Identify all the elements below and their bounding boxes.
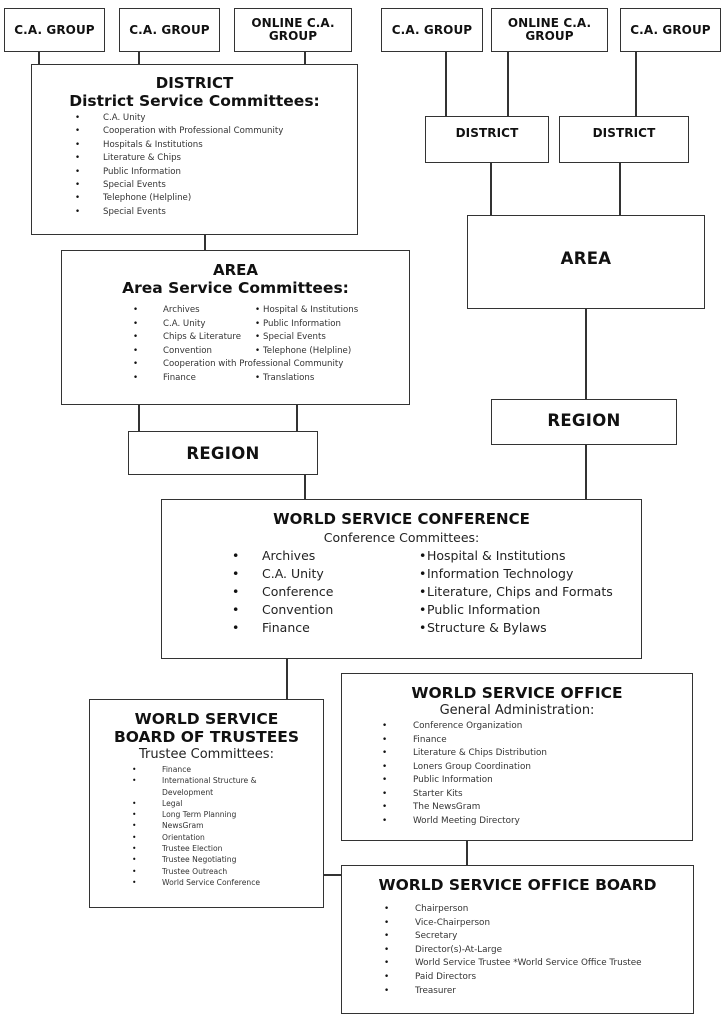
list-item: Archives bbox=[262, 548, 316, 563]
trustees-title-line2: BOARD OF TRUSTEES bbox=[113, 728, 300, 746]
list-item: Convention bbox=[163, 345, 212, 356]
connector bbox=[304, 51, 306, 65]
list-item: • Public Information bbox=[342, 774, 692, 788]
list-item: • Starter Kits bbox=[342, 788, 692, 802]
wso-board-members-list bbox=[342, 903, 693, 998]
left-area-box: AREA Area Service Committees: • Archives • Hospital & Institutions • C.A. Unity • Public Information • Chips & Literature • Special Events • Convention • Telephone (Helpline) • Cooperation with Professional Community • Finance • Translations bbox=[61, 250, 410, 405]
list-item: • Special Events bbox=[32, 206, 357, 219]
list-item: • World Service Conference bbox=[90, 877, 323, 888]
list-item: • Cooperation with Professional Community bbox=[32, 125, 357, 138]
list-item: Hospital & Institutions bbox=[263, 305, 359, 315]
list-row: • Conference • Literature, Chips and Formats bbox=[232, 584, 613, 599]
list-item: • Secretary bbox=[342, 930, 693, 944]
list-item: • World Service Trustee *World Service Office Trustee bbox=[342, 957, 693, 971]
list-row: • Finance • Structure & Bylaws bbox=[232, 620, 547, 635]
district-committee-list bbox=[32, 112, 357, 219]
list-item: Finance bbox=[163, 372, 196, 383]
connector bbox=[585, 308, 587, 400]
wsc-committee-list bbox=[232, 547, 632, 637]
district-subtitle: District Service Committees: bbox=[69, 92, 320, 110]
left-ca-group-1 bbox=[4, 8, 105, 52]
list-item: • Trustee Negotiating bbox=[90, 854, 323, 865]
list-item: • Trustee Outreach bbox=[90, 866, 323, 877]
list-item: • The NewsGram bbox=[342, 801, 692, 815]
list-item: Finance bbox=[262, 620, 310, 635]
list-item: • Director(s)-At-Large bbox=[342, 944, 693, 958]
list-item: • World Meeting Directory bbox=[342, 815, 692, 829]
right-district-box-1 bbox=[425, 116, 549, 163]
right-district-box-2 bbox=[559, 116, 689, 163]
list-item: • Conference Organization bbox=[342, 720, 692, 734]
left-online-ca-group bbox=[234, 8, 352, 52]
left-district-box bbox=[31, 64, 358, 235]
list-item: Public Information bbox=[427, 602, 541, 617]
list-item: Special Events bbox=[263, 332, 326, 342]
list-item: • Special Events bbox=[32, 179, 357, 192]
area-title: AREA bbox=[212, 261, 258, 279]
region-label: REGION bbox=[186, 443, 260, 463]
world-service-conference-box bbox=[161, 499, 642, 659]
connector bbox=[204, 234, 206, 250]
wso-board-title: WORLD SERVICE OFFICE BOARD bbox=[378, 876, 657, 894]
area-subtitle: Area Service Committees: bbox=[122, 279, 349, 297]
list-item: • Legal bbox=[90, 798, 323, 809]
list-item: • International Structure & bbox=[90, 775, 323, 786]
list-item: • Treasurer bbox=[342, 985, 693, 999]
board-of-trustees-box bbox=[89, 699, 324, 908]
list-item: • Telephone (Helpline) bbox=[32, 192, 357, 205]
connector bbox=[490, 162, 492, 216]
connector bbox=[304, 474, 306, 500]
connector bbox=[286, 658, 288, 699]
right-online-ca-group bbox=[491, 8, 608, 52]
list-item: Archives bbox=[163, 305, 200, 315]
list-row: • Convention • Public Information bbox=[232, 602, 541, 617]
list-item: • Paid Directors bbox=[342, 971, 693, 985]
connector bbox=[296, 404, 298, 432]
list-item: • Long Term Planning bbox=[90, 809, 323, 820]
area-label: AREA bbox=[560, 248, 612, 268]
list-item: • Chairperson bbox=[342, 903, 693, 917]
list-item: • Loners Group Coordination bbox=[342, 761, 692, 775]
connector bbox=[585, 444, 587, 500]
right-ca-group-2 bbox=[620, 8, 721, 52]
list-item: Cooperation with Professional Community bbox=[163, 359, 344, 369]
list-item: • Public Information bbox=[32, 166, 357, 179]
world-service-office-box bbox=[341, 673, 693, 841]
list-item: • Literature & Chips Distribution bbox=[342, 747, 692, 761]
list-item: Translations bbox=[263, 372, 315, 383]
list-item: Public Information bbox=[263, 318, 341, 329]
group-label: C.A. GROUP bbox=[129, 22, 210, 37]
group-label: C.A. GROUP bbox=[14, 22, 95, 37]
list-item: • NewsGram bbox=[90, 820, 323, 831]
list-row: • C.A. Unity • Information Technology bbox=[232, 566, 574, 581]
list-item: Hospital & Institutions bbox=[427, 548, 566, 563]
list-item: Conference bbox=[262, 584, 334, 599]
trustees-title-line1: WORLD SERVICE bbox=[134, 710, 279, 728]
group-label: ONLINE C.A. GROUP bbox=[507, 16, 592, 43]
connector bbox=[635, 51, 637, 117]
list-item: • Vice-Chairperson bbox=[342, 917, 693, 931]
wsc-title: WORLD SERVICE CONFERENCE bbox=[273, 510, 530, 528]
world-service-office-board-box bbox=[341, 865, 694, 1014]
list-item: Convention bbox=[262, 602, 334, 617]
list-row: • Archives • Hospital & Institutions bbox=[232, 548, 566, 563]
connector bbox=[323, 874, 343, 876]
connector bbox=[507, 51, 509, 117]
district-label: DISTRICT bbox=[592, 126, 656, 140]
group-label: C.A. GROUP bbox=[391, 22, 473, 37]
list-item: • Trustee Election bbox=[90, 843, 323, 854]
right-region-box bbox=[491, 399, 677, 445]
list-item: • Hospitals & Institutions bbox=[32, 139, 357, 152]
connector bbox=[138, 51, 140, 65]
left-ca-group-2 bbox=[119, 8, 220, 52]
wso-subtitle: General Administration: bbox=[439, 703, 595, 718]
list-item: C.A. Unity bbox=[163, 318, 206, 329]
wsc-subtitle: Conference Committees: bbox=[323, 530, 480, 545]
group-label: C.A. GROUP bbox=[630, 22, 711, 37]
list-item: C.A. Unity bbox=[262, 566, 324, 581]
list-item: Chips & Literature bbox=[163, 332, 242, 342]
district-label: DISTRICT bbox=[455, 126, 519, 140]
connector bbox=[138, 404, 140, 432]
connector bbox=[466, 840, 468, 866]
list-item: Structure & Bylaws bbox=[427, 620, 547, 635]
list-item: • Finance bbox=[90, 764, 323, 775]
connector bbox=[619, 162, 621, 216]
district-title: DISTRICT bbox=[155, 74, 234, 92]
list-item: • C.A. Unity bbox=[32, 112, 357, 125]
right-ca-group-1 bbox=[381, 8, 483, 52]
list-item-continuation: Development bbox=[162, 787, 214, 797]
list-item: • Orientation bbox=[90, 832, 323, 843]
wso-items-list bbox=[342, 720, 692, 828]
connector bbox=[38, 51, 40, 65]
list-item: Literature, Chips and Formats bbox=[427, 584, 613, 599]
list-item: Telephone (Helpline) bbox=[263, 345, 352, 356]
group-label: ONLINE C.A. GROUP bbox=[251, 16, 335, 43]
trustee-committee-list bbox=[90, 764, 323, 888]
connector bbox=[445, 51, 447, 117]
region-label: REGION bbox=[547, 410, 621, 430]
right-area-box bbox=[467, 215, 705, 309]
wso-title: WORLD SERVICE OFFICE bbox=[411, 684, 623, 702]
trustees-subtitle: Trustee Committees: bbox=[139, 747, 274, 762]
list-item: • Finance bbox=[342, 734, 692, 748]
left-region-box bbox=[128, 431, 318, 475]
list-item: • Literature & Chips bbox=[32, 152, 357, 165]
list-item: Information Technology bbox=[427, 566, 574, 581]
